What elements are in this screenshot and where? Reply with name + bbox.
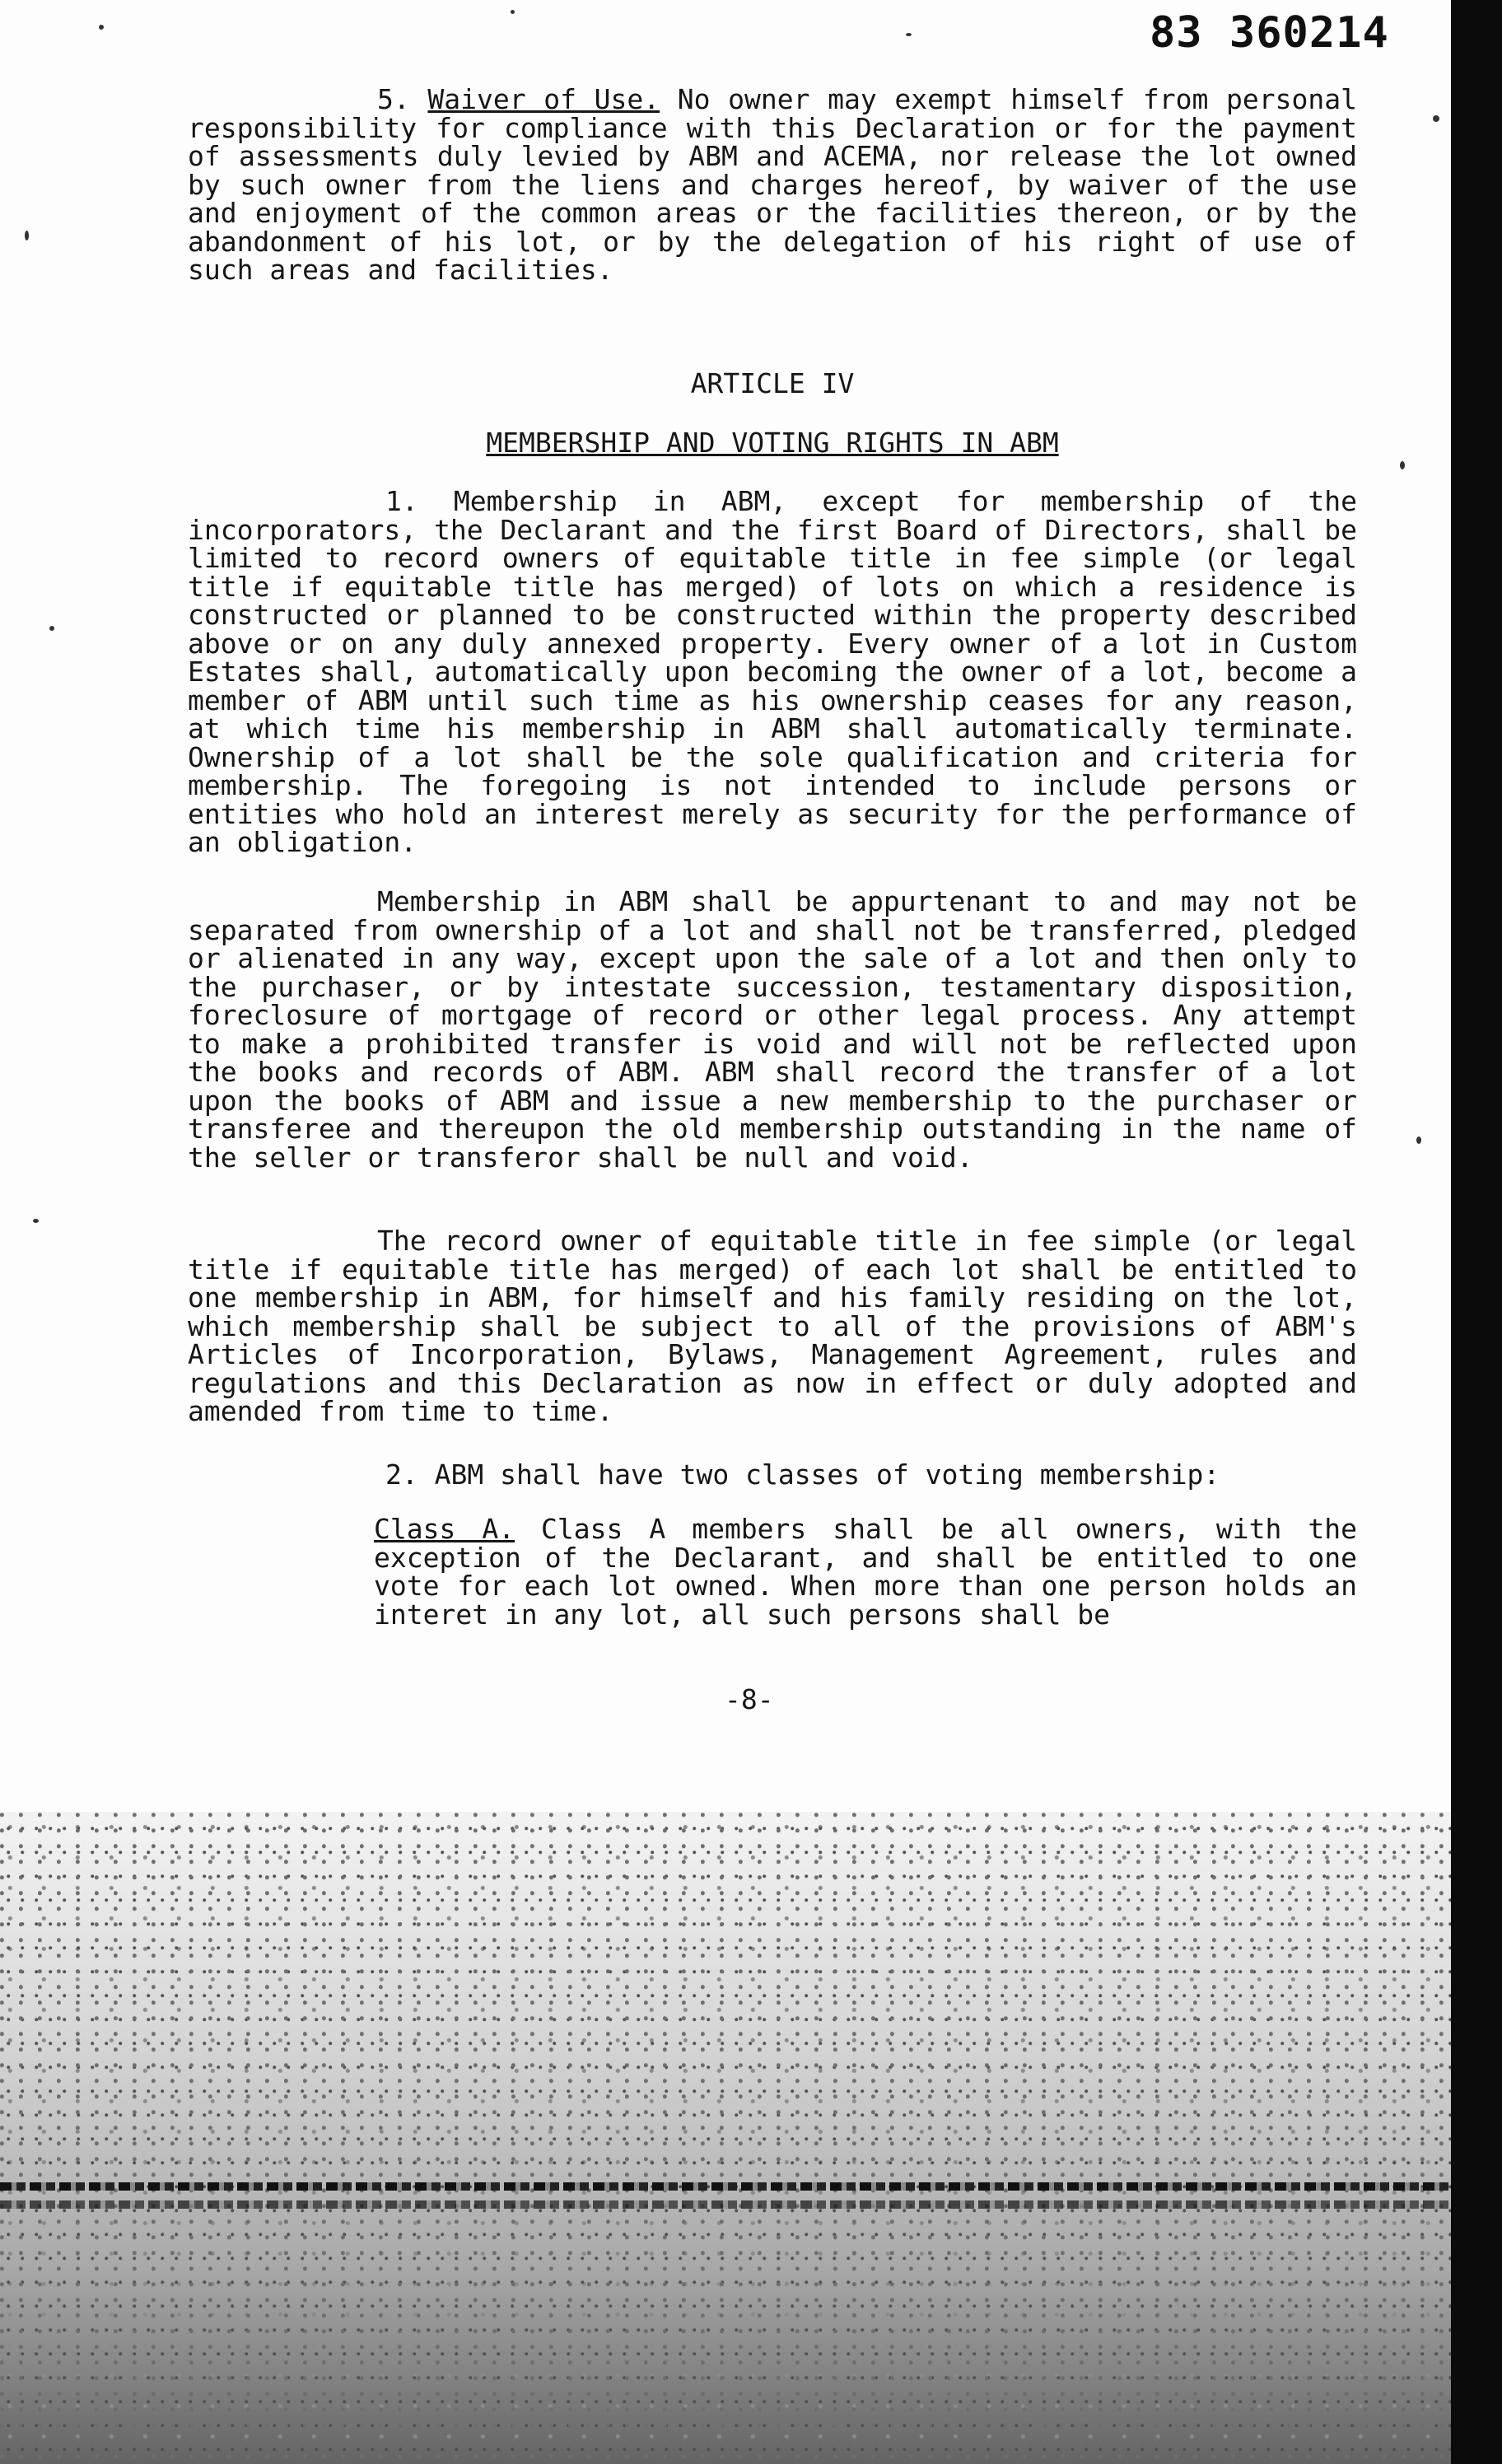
membership-paragraph-1: 1. Membership in ABM, except for membership of the incorporators, the Declarant and the first Board of Directors, shall be limited to record owners of equitable title in fee simple (or legal title if equitable title has merged) of lots on which a residence is constructed or planned to be constructed within the property described above or on any duly annexed property. Every owner of a lot in Custom Estates shall, automatically upon becoming the owner of a lot, become a member of ABM until such time as his ownership ceases for any reason, at which time his membership in ABM shall automatically terminate. Ownership of a lot shall be the sole qualification and criteria for membership. The foregoing is not intended to include persons or entities who hold an interest merely as security for the performance of an obligation. (188, 485, 1357, 858)
section-5-text: No owner may exempt himself from personal responsibility for compliance with this Declaration or for the payment of assessments duly levied by ABM and ACEMA, nor release the lot owned by such owner from the liens and charges hereof, by waiver of the use and enjoyment of the common areas or the facilities thereon, or by the abandonment of his lot, or by the delegation of his right of use of such areas and facilities. (188, 83, 1357, 286)
scan-noise-rule (0, 2200, 1451, 2209)
recording-number: 83 360214 (1150, 8, 1389, 58)
scan-speck (49, 626, 54, 631)
scan-edge-bar (1451, 0, 1502, 2464)
scan-noise-band (0, 1812, 1451, 2464)
class-a-label: Class A. (374, 1513, 515, 1545)
article-title: MEMBERSHIP AND VOTING RIGHTS IN ABM (486, 427, 1059, 459)
article-title-wrapper (188, 427, 1357, 459)
scan-speck (1416, 1136, 1421, 1144)
scan-speck (25, 231, 29, 240)
class-a-text: Class A members shall be all owners, with the exception of the Declarant, and shall be entitled to one vote for each lot owned. When more than one person holds an interet in any lot, all such persons shall be (374, 1513, 1357, 1631)
voting-classes-paragraph: 2. ABM shall have two classes of voting membership: (385, 1458, 1220, 1491)
membership-paragraph-3: The record owner of equitable title in fee simple (or legal title if equitable title has merged) of each lot shall be entitled to one membership in ABM, for himself and his family residing on the lot, which membership shall be subject to all of the provisions of ABM's Articles of Incorporation, Bylaws, Management Agreement, rules and regulations and this Declaration as now in effect or duly adopted and amended from time to time. (188, 1225, 1357, 1427)
class-a-paragraph (374, 1515, 1357, 1629)
section-5-number: 5. (377, 83, 410, 115)
article-label: ARTICLE IV (690, 367, 855, 399)
scan-speck (33, 1219, 39, 1223)
section-5-title: Waiver of Use. (427, 83, 660, 115)
scan-speck (906, 33, 912, 36)
scan-speck (1433, 115, 1439, 122)
section-5-paragraph (188, 83, 1357, 286)
membership-paragraph-2: Membership in ABM shall be appurtenant to and may not be separated from ownership of a lot and shall not be transferred, pledged or alienated in any way, except upon the sale of a lot and then only to the purchaser, or by intestate succession, testamentary disposition, foreclosure of mortgage of record or other legal process. Any attempt to make a prohibited transfer is void and will not be reflected upon the books and records of ABM. ABM shall record the transfer of a lot upon the books of ABM and issue a new membership to the purchaser or transferee and thereupon the old membership outstanding in the name of the seller or transferor shall be null and void. (188, 885, 1357, 1174)
scan-speck (1400, 461, 1405, 469)
scan-speck (511, 10, 515, 14)
scan-noise-rule (0, 2182, 1451, 2191)
scan-speck (99, 25, 104, 30)
page-number: -8- (725, 1683, 774, 1715)
